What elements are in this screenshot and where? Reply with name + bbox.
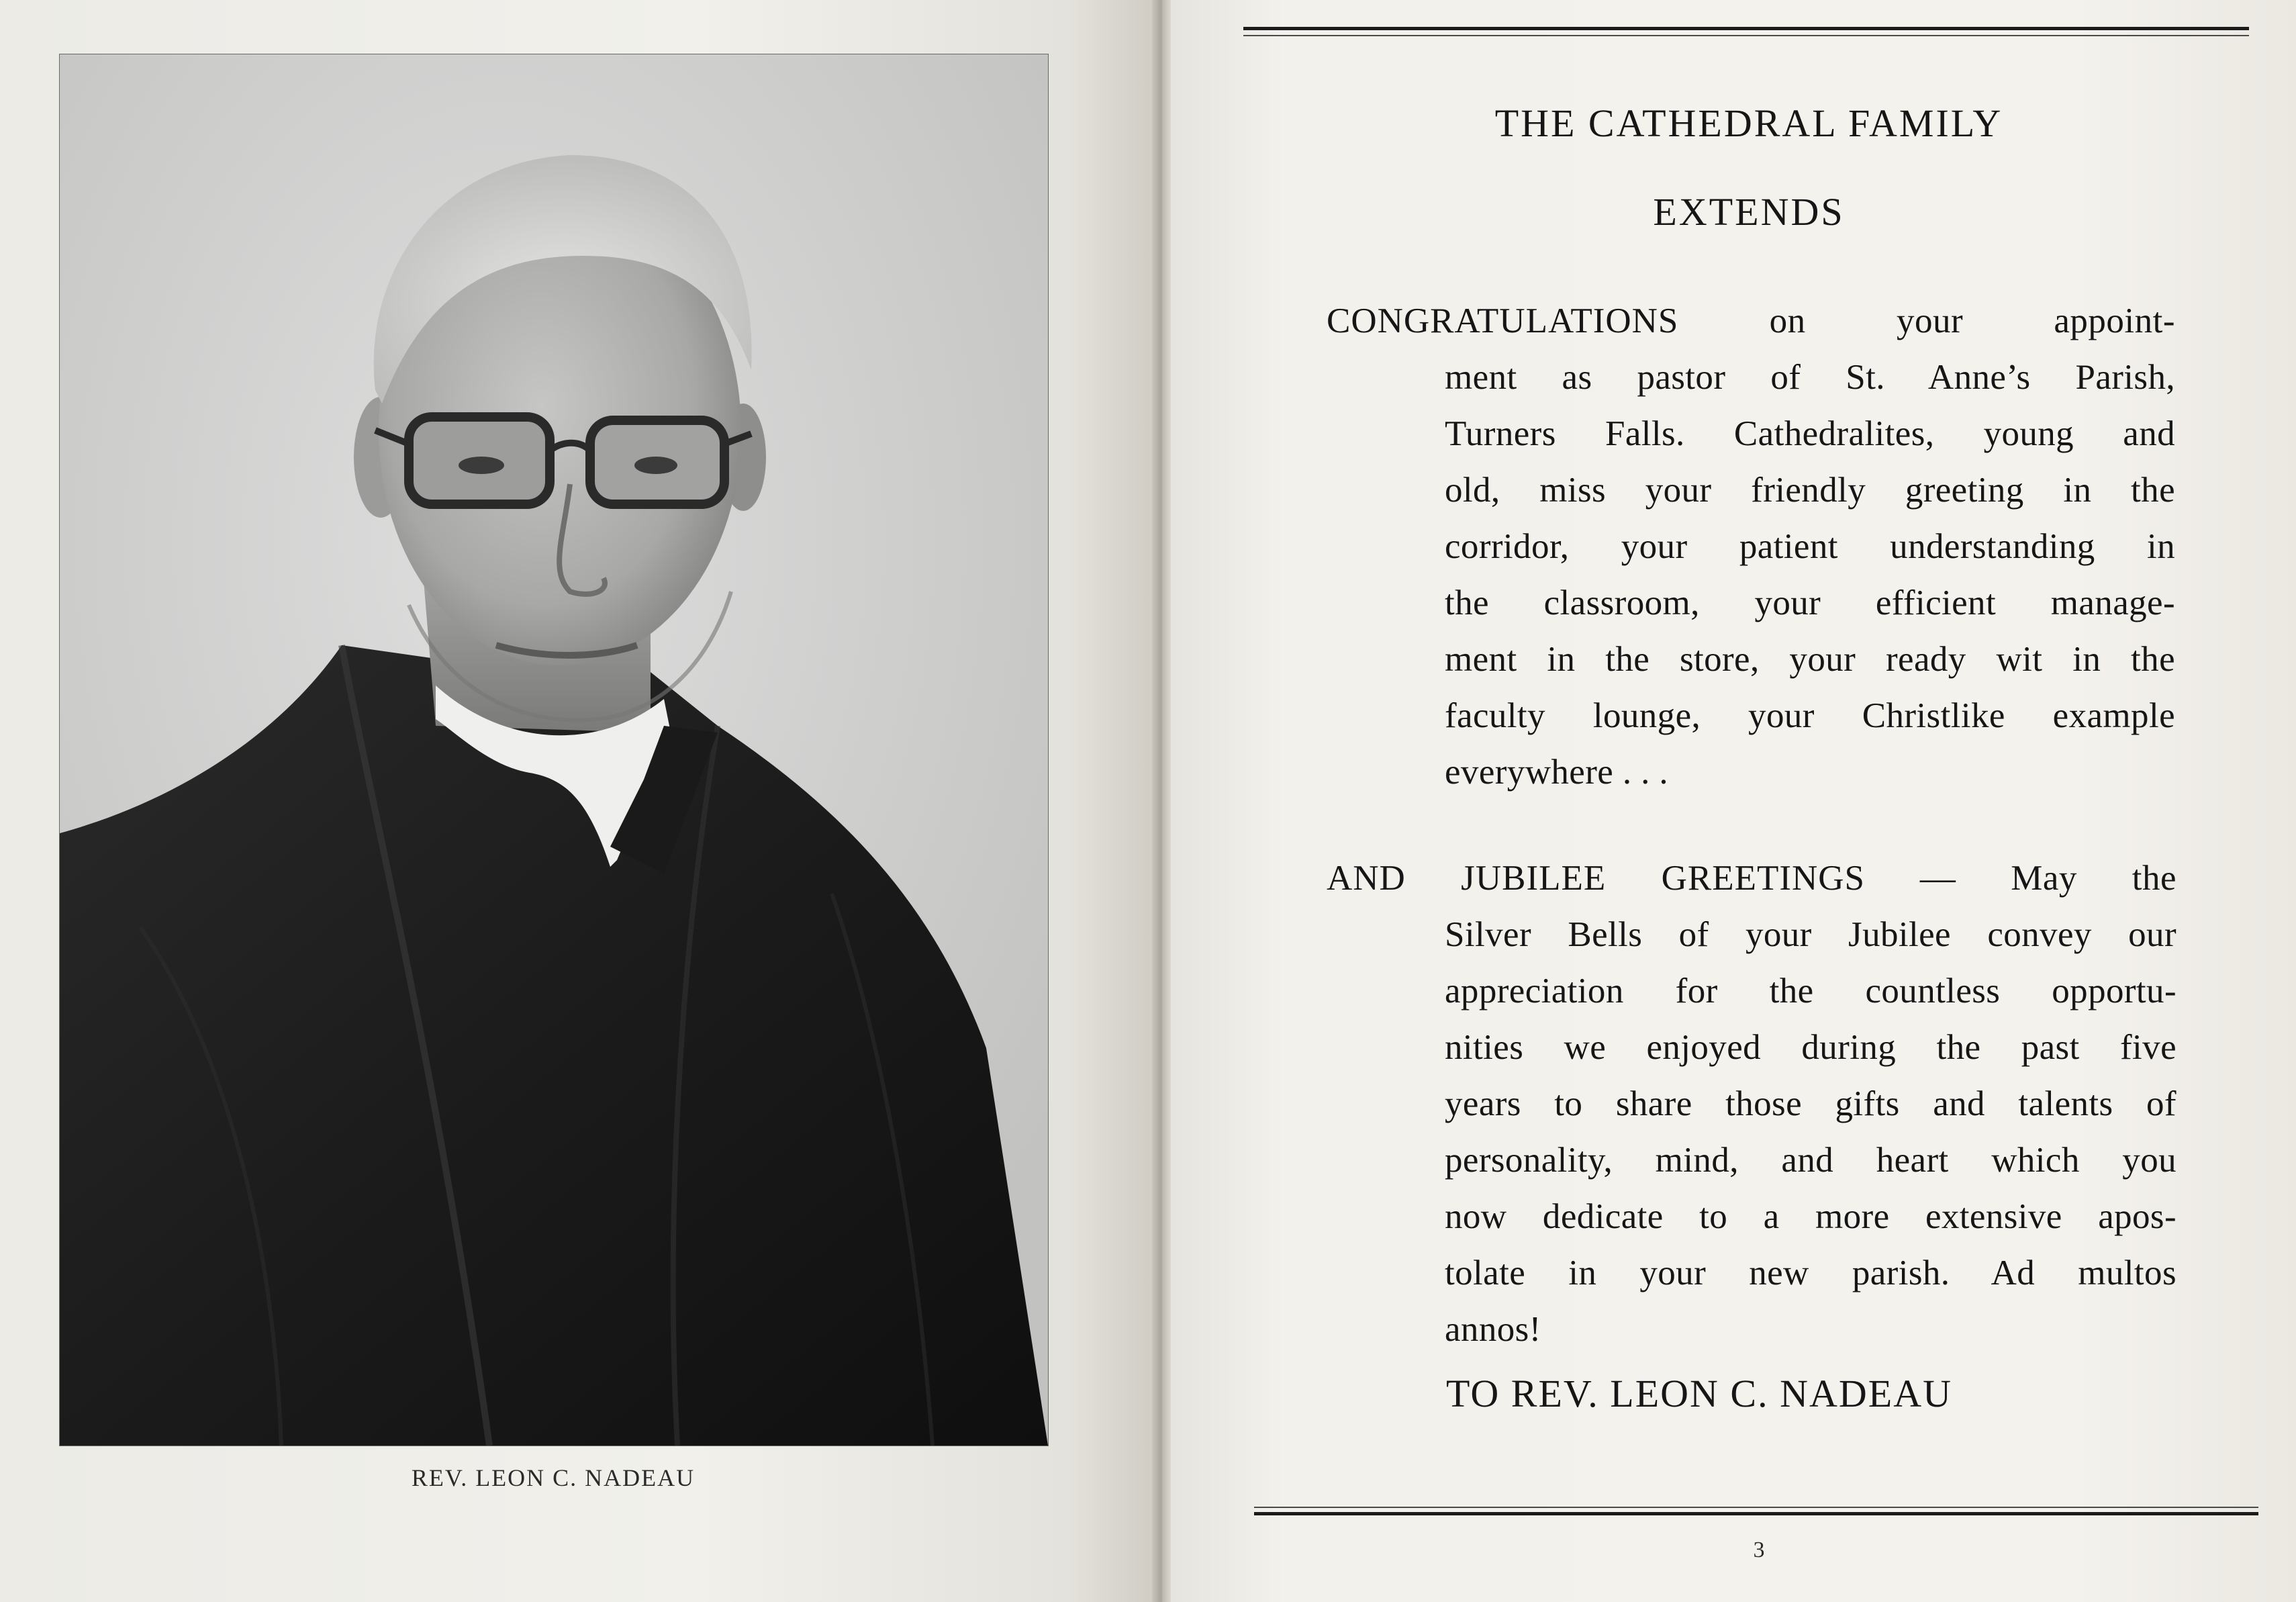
book-gutter: [1152, 0, 1172, 1602]
congratulations-lead: CONGRATULATIONS: [1327, 301, 1679, 340]
paragraph-2-first-line: [1327, 850, 2177, 906]
paragraph-2-line: nities we enjoyed during the past five: [1445, 1028, 2177, 1067]
paragraph-1-line: faculty lounge, your Christlike example: [1445, 696, 2175, 735]
portrait-caption: REV. LEON C. NADEAU: [411, 1464, 696, 1491]
paragraph-1-line: ment as pastor of St. Anne’s Parish,: [1445, 358, 2175, 397]
paragraph-2-line: appreciation for the countless opportu-: [1445, 972, 2177, 1010]
bottom-rule-thin: [1254, 1507, 2258, 1508]
paragraph-1-line: corridor, your patient understanding in: [1445, 527, 2175, 566]
paragraph-2-line: Silver Bells of your Jubilee convey our: [1445, 915, 2177, 954]
heading-line-2: EXTENDS: [1653, 190, 1845, 234]
page-number: 3: [1753, 1538, 1765, 1562]
paragraph-2-line: now dedicate to a more extensive apos-: [1445, 1197, 2177, 1236]
paragraph-2-line: personality, mind, and heart which you: [1445, 1141, 2177, 1180]
right-page: [1171, 0, 2296, 1602]
bottom-rule: [1254, 1512, 2258, 1515]
jubilee-paragraph: [1327, 850, 2177, 1358]
paragraph-1-line: the classroom, your efficient manage-: [1445, 583, 2175, 622]
heading-line-1: THE CATHEDRAL FAMILY: [1494, 101, 2003, 145]
portrait-illustration: [60, 54, 1048, 1446]
paragraph-1-line: everywhere . . .: [1445, 753, 1669, 792]
top-rule: [1243, 27, 2249, 30]
paragraph-1-lead-rest: on your appoint-: [1678, 301, 2175, 340]
paragraph-1-line: Turners Falls. Cathedralites, young and: [1445, 414, 2175, 453]
top-rule-thin: [1243, 35, 2249, 36]
paragraph-2-lead-rest: — May the: [1865, 859, 2177, 898]
jubilee-lead: AND JUBILEE GREETINGS: [1327, 859, 1865, 898]
dedication-signature: TO REV. LEON C. NADEAU: [1446, 1372, 1952, 1415]
paragraph-2-line: years to share those gifts and talents of: [1445, 1084, 2177, 1123]
portrait-photo: [59, 54, 1049, 1446]
paragraph-1-line: ment in the store, your ready wit in the: [1445, 640, 2175, 679]
paragraph-2-line: annos!: [1445, 1310, 1541, 1349]
paragraph-1-line: old, miss your friendly greeting in the: [1445, 471, 2175, 510]
paragraph-2-line: tolate in your new parish. Ad multos: [1445, 1254, 2177, 1292]
congratulations-paragraph: [1327, 293, 2175, 800]
paragraph-1-first-line: [1327, 293, 2175, 349]
